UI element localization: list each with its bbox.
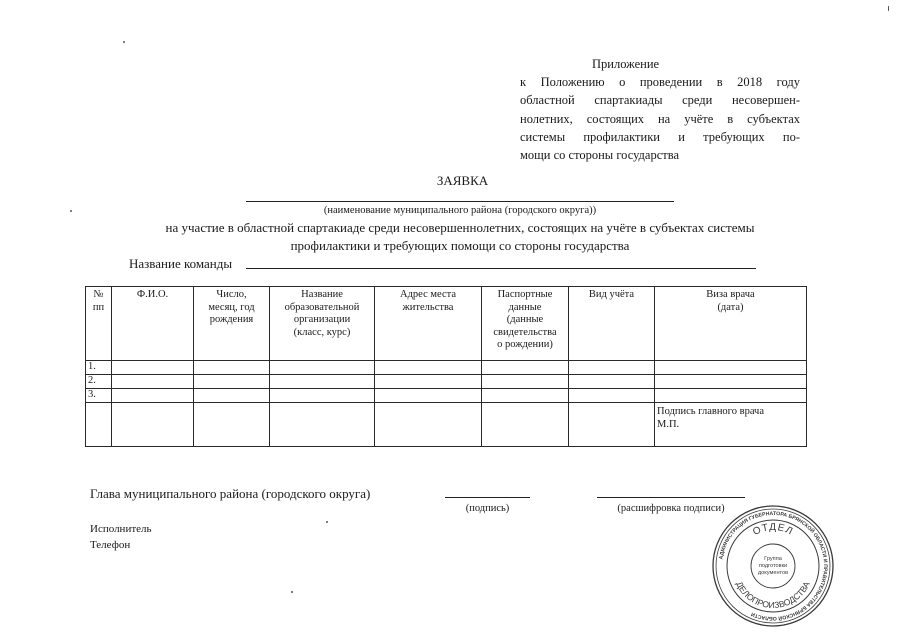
table-cell bbox=[482, 361, 569, 375]
scan-speck bbox=[123, 41, 125, 43]
stamp-center-line: подготовки bbox=[758, 563, 788, 569]
column-header-label: Ф.И.О. bbox=[136, 289, 169, 300]
appendix-title: Приложение bbox=[592, 57, 660, 71]
table-cell bbox=[270, 389, 375, 403]
table-cell bbox=[482, 403, 569, 447]
column-header-fio bbox=[112, 287, 194, 361]
column-header-doctor-visa bbox=[655, 287, 807, 361]
stamp-top-text: ОТДЕЛ bbox=[751, 521, 795, 538]
column-header-registration-type bbox=[569, 287, 655, 361]
table-cell bbox=[112, 403, 194, 447]
column-header-label: Число, месяц, год рождения bbox=[208, 289, 255, 325]
column-header-label: Вид учёта bbox=[588, 289, 635, 300]
appendix-line: мощи со стороны государства bbox=[520, 148, 680, 163]
office-stamp bbox=[711, 504, 835, 628]
table-row bbox=[86, 389, 807, 403]
table-cell bbox=[86, 403, 112, 447]
table-cell bbox=[655, 375, 807, 389]
table-cell bbox=[569, 375, 655, 389]
table-cell bbox=[375, 361, 482, 375]
municipality-caption: (наименование муниципального района (городского округа)) bbox=[323, 205, 597, 216]
column-header-label: Виза врача (дата) bbox=[706, 289, 755, 313]
municipality-blank-line bbox=[246, 201, 674, 202]
column-header-address bbox=[375, 287, 482, 361]
document-heading: ЗАЯВКА bbox=[436, 173, 489, 188]
phone-label: Телефон bbox=[90, 539, 131, 551]
table-cell bbox=[375, 389, 482, 403]
head-of-municipality-label: Глава муниципального района (городского округа) bbox=[90, 486, 371, 501]
participants-table bbox=[85, 286, 807, 447]
column-header-label: Адрес места жительства bbox=[400, 289, 456, 313]
table-cell bbox=[569, 389, 655, 403]
table-cell bbox=[194, 389, 270, 403]
row-number: 1. bbox=[86, 361, 112, 375]
scan-speck bbox=[326, 521, 328, 523]
participation-text-line-1: на участие в областной спартакиаде среди несовершеннолетних, состоящих на учёте в субъектах системы bbox=[165, 220, 755, 235]
scan-speck bbox=[70, 210, 72, 212]
table-cell bbox=[655, 361, 807, 375]
table-cell bbox=[270, 403, 375, 447]
team-name-blank-line bbox=[246, 268, 756, 269]
chief-doctor-signature-label: Подпись главного врача bbox=[657, 406, 764, 417]
chief-doctor-signature-cell bbox=[655, 403, 807, 447]
column-header-label: № пп bbox=[92, 289, 105, 313]
stamp-center-line: Группа bbox=[764, 556, 782, 562]
table-row bbox=[86, 375, 807, 389]
table-cell bbox=[112, 361, 194, 375]
table-header-row bbox=[86, 287, 807, 361]
team-name-label: Название команды bbox=[129, 256, 233, 271]
table-cell bbox=[569, 361, 655, 375]
table-cell bbox=[112, 389, 194, 403]
table-cell bbox=[482, 375, 569, 389]
column-header-passport bbox=[482, 287, 569, 361]
participation-text-line-2: профилактики и требующих помощи со стороны государства bbox=[290, 238, 630, 253]
column-header-school bbox=[270, 287, 375, 361]
table-cell bbox=[194, 361, 270, 375]
table-row bbox=[86, 361, 807, 375]
column-header-number bbox=[86, 287, 112, 361]
scan-speck bbox=[291, 591, 293, 593]
table-cell bbox=[375, 375, 482, 389]
table-cell bbox=[270, 375, 375, 389]
signature-decoding-blank-line bbox=[597, 497, 745, 498]
table-cell bbox=[194, 403, 270, 447]
table-cell bbox=[270, 361, 375, 375]
stamp-ring-text: АДМИНИСТРАЦИЯ ГУБЕРНАТОРА БРЯНСКОЙ ОБЛАСТИ И ПРАВИТЕЛЬСТВА БРЯНСКОЙ ОБЛАСТИ bbox=[718, 510, 829, 622]
row-number: 2. bbox=[86, 375, 112, 389]
appendix-line: системы профилактики и требующих по- bbox=[520, 129, 800, 144]
row-number: 3. bbox=[86, 389, 112, 403]
executor-label: Исполнитель bbox=[90, 523, 152, 535]
appendix-line: областной спартакиады среди несовершен- bbox=[520, 93, 800, 108]
signature-blank-line bbox=[445, 497, 530, 498]
column-header-birth-date bbox=[194, 287, 270, 361]
table-cell bbox=[482, 389, 569, 403]
table-cell bbox=[569, 403, 655, 447]
appendix-line: к Положению о проведении в 2018 году bbox=[520, 75, 800, 90]
signature-caption: (подпись) bbox=[465, 503, 510, 514]
table-cell bbox=[375, 403, 482, 447]
scan-speck bbox=[888, 6, 889, 11]
table-cell bbox=[655, 389, 807, 403]
appendix-block bbox=[520, 55, 800, 164]
seal-label: М.П. bbox=[657, 418, 680, 430]
appendix-line: нолетних, состоящих на учёте в субъектах bbox=[520, 111, 800, 126]
column-header-label: Название образовательной организации (класс, курс) bbox=[284, 289, 360, 338]
signature-decoding-caption: (расшифровка подписи) bbox=[617, 503, 725, 514]
table-cell bbox=[112, 375, 194, 389]
table-cell bbox=[194, 375, 270, 389]
table-row-signature bbox=[86, 403, 807, 447]
column-header-label: Паспортные данные (данные свидетельства о рождении) bbox=[493, 289, 557, 350]
stamp-bottom-text: ДЕЛОПРОИЗВОДСТВА bbox=[734, 579, 812, 611]
stamp-center-line: документов bbox=[757, 570, 789, 576]
